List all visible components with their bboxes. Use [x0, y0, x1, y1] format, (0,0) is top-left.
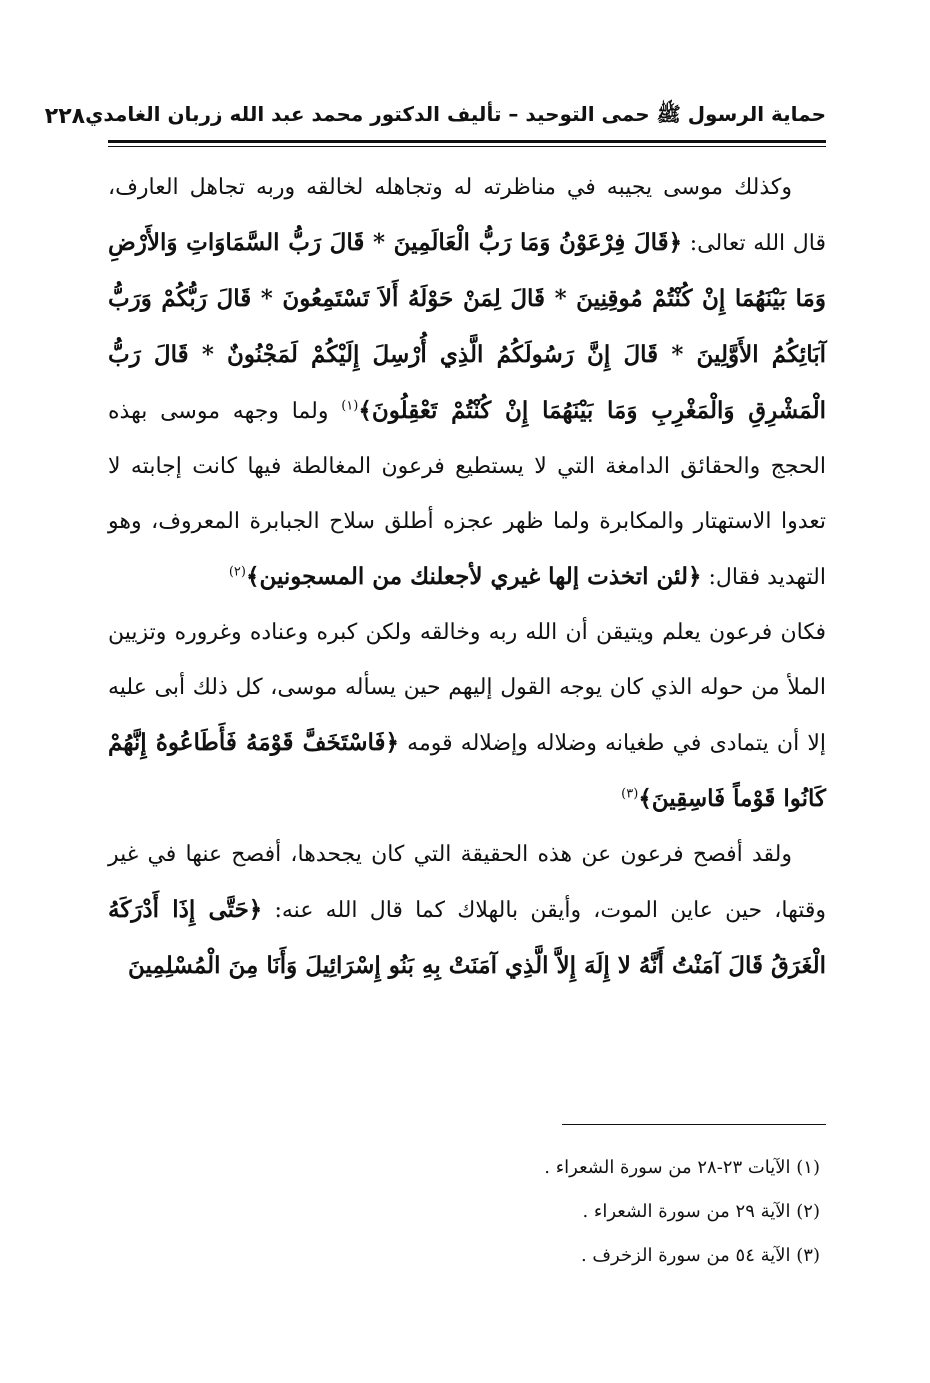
footnotes: [120, 1146, 820, 1278]
footnote-ref-2: (٢): [228, 564, 246, 580]
footnote-rule: [562, 1124, 826, 1125]
paragraph-1-text-a: وكذلك موسى يجيبه في مناظرته له وتجاهله لخالقه وربه تجاهل العارف، قال الله تعالى:: [108, 175, 826, 256]
footnote-2: (٢) الآية ٢٩ من سورة الشعراء .: [582, 1201, 820, 1222]
footnote-ref-3: (٣): [621, 786, 639, 802]
header-title: حماية الرسول ﷺ حمى التوحيد – تأليف الدكتور محمد عبد الله زربان الغامدي: [85, 101, 826, 126]
paragraph-3-text: ولقد أفصح فرعون عن هذه الحقيقة التي كان يجحدها، أفصح عنها في غير وقتها، حين عاين الموت، وأيقن بالهلاك كما قال الله عنه:: [108, 842, 826, 923]
footnote-ref-1: (١): [341, 398, 359, 414]
page-number: ٢٢٨: [44, 103, 86, 129]
footnote-1: (١) الآيات ٢٣-٢٨ من سورة الشعراء .: [544, 1157, 820, 1178]
quran-quote-2: ﴿لئن اتخذت إلها غيري لأجعلنك من المسجونين﴾: [245, 563, 702, 590]
quran-quote-1: ﴿قَالَ فِرْعَوْنُ وَمَا رَبُّ الْعَالَمِينَ * قَالَ رَبُّ السَّمَاوَاتِ وَالأَرْضِ وَمَا بَيْنَهُمَا إِنْ كُنْتُمْ مُوقِنِينَ * قَالَ لِمَنْ حَوْلَهُ أَلاَ تَسْتَمِعُونَ * قَالَ رَبُّكُمْ وَرَبُّ آبَائِكُمُ الأَوَّلِينَ * قَالَ إِنَّ رَسُولَكُمُ الَّذِي أُرْسِلَ إِلَيْكُمْ لَمَجْنُونٌ * قَالَ رَبُّ الْمَشْرِقِ وَالْمَغْرِبِ وَمَا بَيْنَهُمَا إِنْ كُنْتُمْ تَعْقِلُونَ﴾: [108, 229, 826, 424]
paragraph-1: [108, 160, 826, 605]
paragraph-2-text: فكان فرعون يعلم ويتيقن أن الله ربه وخالقه ولكن كبره وعناده وغروره وتزيين الملأ من حوله الذي كان يوجه القول إليهم حين يسأله موسى، كل ذلك أبى عليه إلا أن يتمادى في طغيانه وضلاله وإضلاله قومه: [108, 620, 826, 756]
paragraph-3: [108, 827, 826, 994]
footnote-3: (٣) الآية ٥٤ من سورة الزخرف .: [580, 1245, 820, 1266]
quran-quote-4: ﴿حَتَّى إِذَا أَدْرَكَهُ الْغَرَقُ قَالَ آمَنْتُ أَنَّهُ لا إِلَهَ إِلاَّ الَّذِي آمَنَتْ بِهِ بَنُو إِسْرَائِيلَ وَأَنَا مِنَ الْمُسْلِمِينَ: [108, 896, 826, 979]
header-rule: [108, 140, 826, 143]
header-rule-thin: [108, 146, 826, 147]
paragraph-1-text-b: ولما وجهه موسى بهذه الحجج والحقائق الدامغة التي لا يستطيع فرعون المغالطة فيها كانت إجابته لا تعدوا الاستهتار والمكابرة ولما ظهر عجزه أطلق سلاح الجبابرة المعروف، وهو التهديد فقال:: [108, 399, 826, 590]
quran-quote-3: ﴿فَاسْتَخَفَّ قَوْمَهُ فَأَطَاعُوهُ إِنَّهُمْ كَانُوا قَوْماً فَاسِقِينَ﴾: [108, 729, 826, 812]
paragraph-2: [108, 605, 826, 827]
body-text: [108, 160, 826, 994]
running-header: [44, 96, 826, 136]
